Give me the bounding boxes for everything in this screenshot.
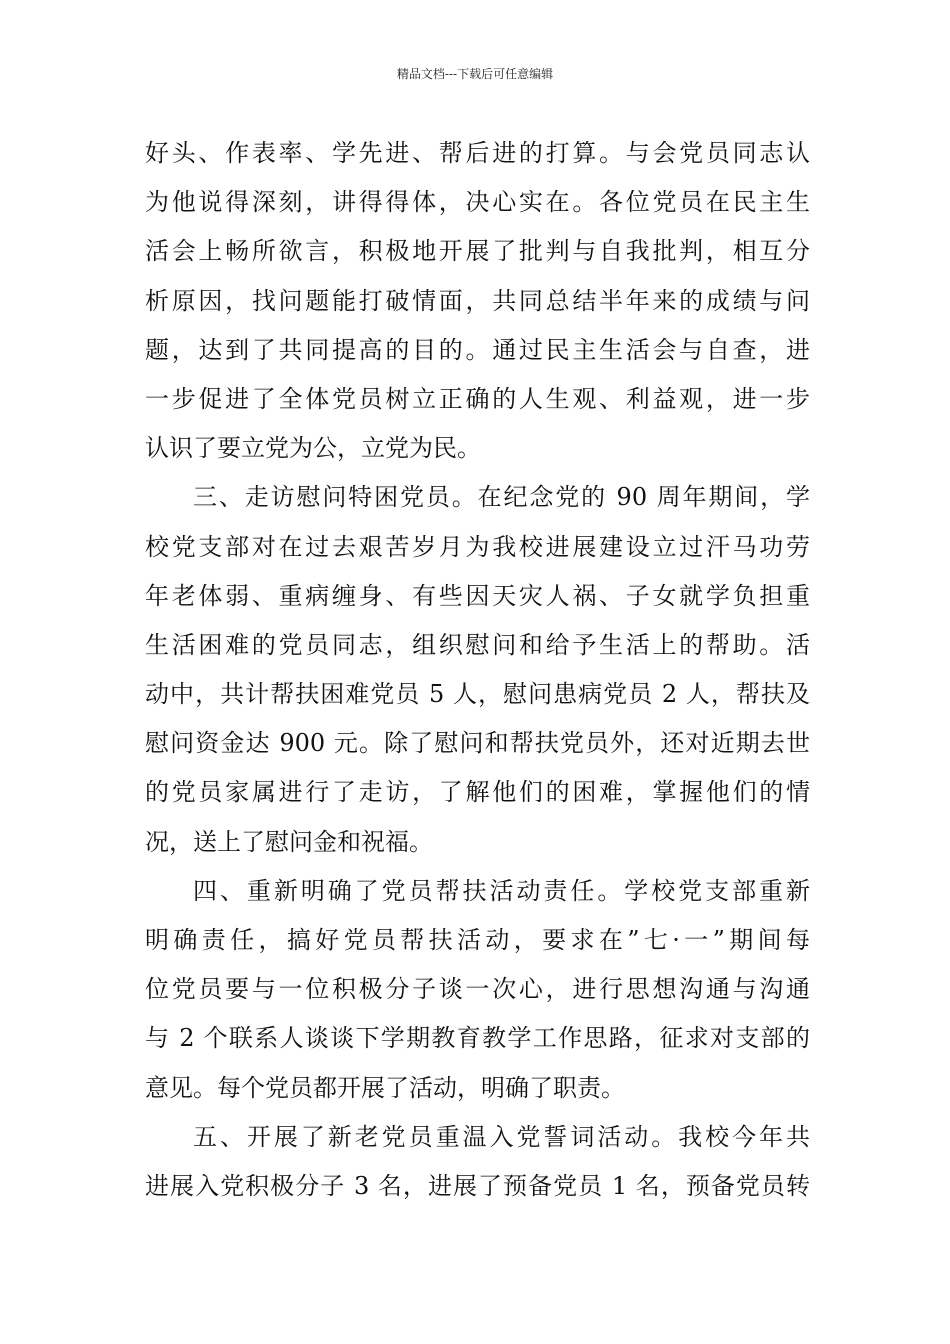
text-line: 活会上畅所欲言，积极地开展了批判与自我批判，相互分 — [145, 237, 810, 266]
paragraph-start-line: 五、开展了新老党员重温入党誓词活动。我校今年共 — [193, 1122, 810, 1151]
text-line: 题，达到了共同提高的目的。通过民主生活会与自查，进 — [145, 335, 810, 364]
document-body — [145, 129, 810, 1211]
text-line: 一步促进了全体党员树立正确的人生观、利益观，进一步 — [145, 384, 810, 413]
text-line: 年老体弱、重病缠身、有些因天灾人祸、子女就学负担重 — [145, 581, 810, 610]
text-line: 析原因，找问题能打破情面，共同总结半年来的成绩与问 — [145, 286, 810, 315]
text-line: 明确责任，搞好党员帮扶活动，要求在”七·一”期间每 — [145, 926, 810, 954]
paragraph-start-line: 四、重新明确了党员帮扶活动责任。学校党支部重新 — [193, 876, 810, 905]
paragraph-start-line: 三、走访慰问特困党员。在纪念党的 90 周年期间，学 — [193, 483, 810, 512]
text-line: 校党支部对在过去艰苦岁月为我校进展建设立过汗马功劳 — [145, 532, 810, 561]
text-line: 好头、作表率、学先进、帮后进的打算。与会党员同志认 — [145, 139, 810, 167]
text-line: 的党员家属进行了走访，了解他们的困难，掌握他们的情 — [145, 778, 810, 807]
page-header: 精品文档---下载后可任意编辑 — [396, 67, 554, 81]
text-line: 生活困难的党员同志，组织慰问和给予生活上的帮助。活 — [145, 630, 810, 659]
text-line: 认识了要立党为公，立党为民。 — [145, 434, 481, 463]
text-line: 位党员要与一位积极分子谈一次心，进行思想沟通与沟通 — [145, 975, 810, 1004]
text-line: 为他说得深刻，讲得得体，决心实在。各位党员在民主生 — [145, 188, 810, 217]
text-line: 况，送上了慰问金和祝福。 — [145, 827, 433, 856]
text-line: 进展入党积极分子 3 名，进展了预备党员 1 名，预备党员转 — [145, 1171, 810, 1200]
text-line: 动中，共计帮扶困难党员 5 人，慰问患病党员 2 人，帮扶及 — [145, 680, 810, 709]
text-line: 与 2 个联系人谈谈下学期教育教学工作思路，征求对支部的 — [145, 1024, 810, 1053]
text-line: 意见。每个党员都开展了活动，明确了职责。 — [145, 1073, 625, 1102]
text-line: 慰问资金达 900 元。除了慰问和帮扶党员外，还对近期去世 — [145, 729, 810, 758]
